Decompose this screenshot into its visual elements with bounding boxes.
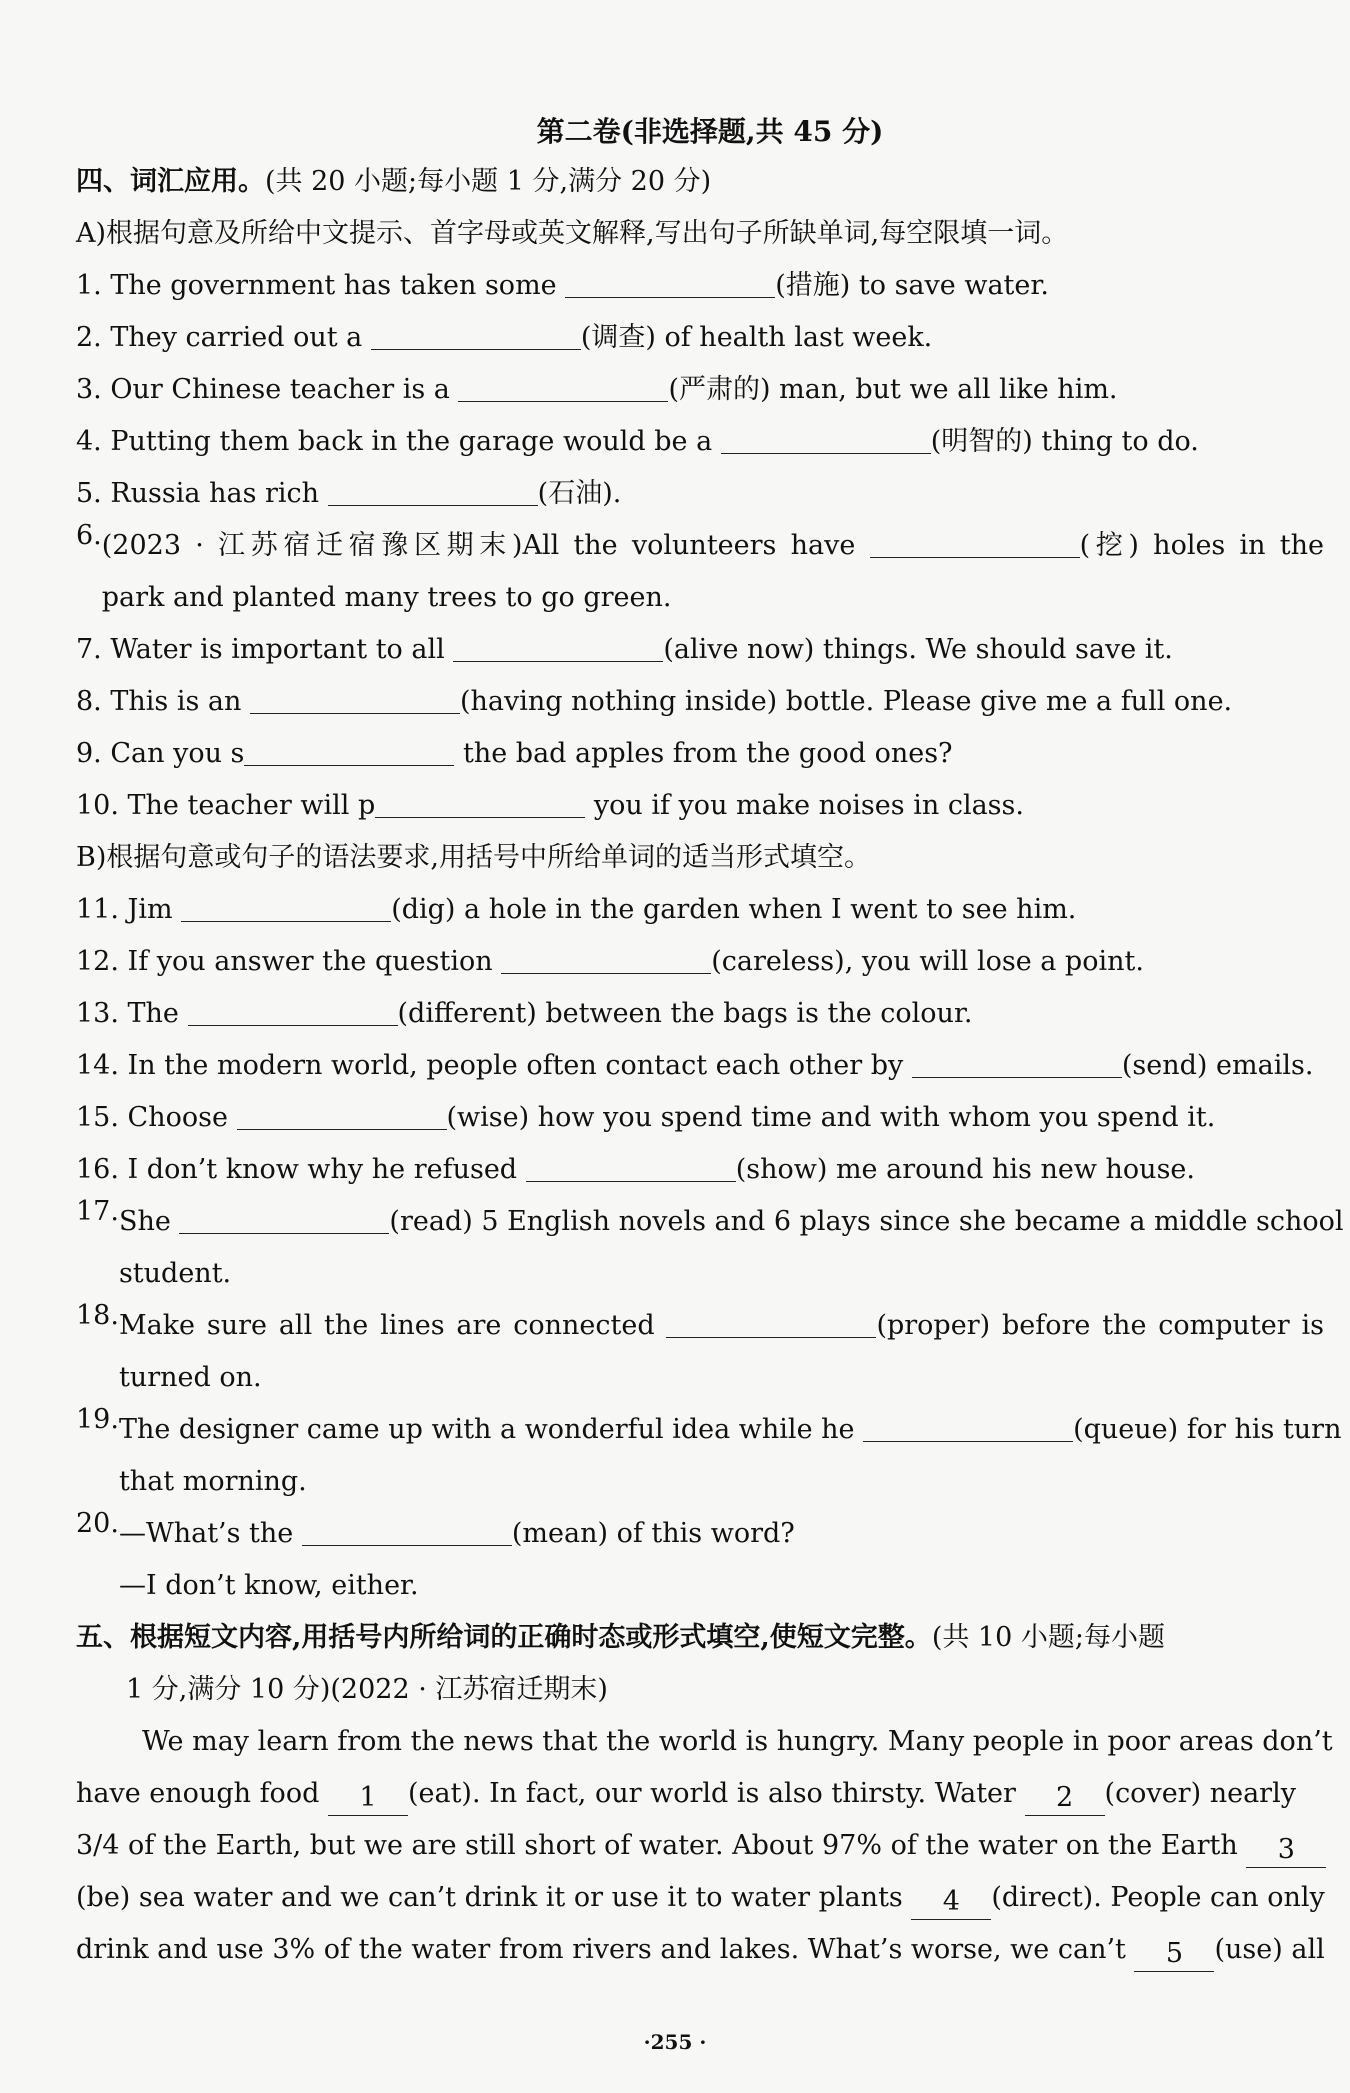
question-10: 10. The teacher will p you if you make noises in class. xyxy=(76,780,1324,832)
passage-line-2: have enough food 1 (eat). In fact, our world is also thirsty. Water 2 (cover) nearly xyxy=(76,1768,1324,1820)
answer-blank-18[interactable] xyxy=(666,1303,876,1338)
answer-blank-16[interactable] xyxy=(526,1147,736,1182)
question-12: 12. If you answer the question (careless), you will lose a point. xyxy=(76,936,1324,988)
part4-heading xyxy=(76,156,1324,208)
part4-heading-title: 四、词汇应用。 xyxy=(76,166,265,197)
answer-blank-4[interactable] xyxy=(721,419,931,454)
question-13: 13. The (different) between the bags is the colour. xyxy=(76,988,1324,1040)
answer-blank-9[interactable] xyxy=(244,731,454,766)
answer-blank-7[interactable] xyxy=(453,627,663,662)
section-b-instructions: B)根据句意或句子的语法要求,用括号中所给单词的适当形式填空。 xyxy=(76,842,871,873)
passage-blank-2[interactable]: 2 xyxy=(1025,1781,1105,1816)
answer-blank-12[interactable] xyxy=(501,939,711,974)
passage-line-5: drink and use 3% of the water from rivers and lakes. What’s worse, we can’t 5 (use) all xyxy=(76,1924,1324,1976)
answer-blank-10[interactable] xyxy=(375,783,585,818)
question-16: 16. I don’t know why he refused (show) me around his new house. xyxy=(76,1144,1324,1196)
question-1: 1. The government has taken some (措施) to save water. xyxy=(76,260,1324,312)
question-20: 20. —What’s the (mean) of this word? —I don’t know, either. xyxy=(76,1508,795,1601)
passage-blank-3[interactable]: 3 xyxy=(1246,1833,1326,1868)
question-15: 15. Choose (wise) how you spend time and with whom you spend it. xyxy=(76,1092,1324,1144)
answer-blank-5[interactable] xyxy=(328,471,538,506)
part5-heading xyxy=(76,1612,1324,1664)
answer-blank-8[interactable] xyxy=(250,679,460,714)
answer-blank-20[interactable] xyxy=(302,1511,512,1546)
question-4: 4. Putting them back in the garage would be a (明智的) thing to do. xyxy=(76,416,1324,468)
question-3: 3. Our Chinese teacher is a (严肃的) man, but we all like him. xyxy=(76,364,1324,416)
page-number: ·255 · xyxy=(643,2030,707,2054)
answer-blank-13[interactable] xyxy=(188,991,398,1026)
part5-heading-note: (共 10 小题;每小题 xyxy=(931,1622,1165,1653)
part5-heading-cont: 1 分,满分 10 分)(2022 · 江苏宿迁期末) xyxy=(126,1674,608,1705)
part5-heading-title: 五、根据短文内容,用括号内所给词的正确时态或形式填空,使短文完整。 xyxy=(76,1622,932,1653)
answer-blank-2[interactable] xyxy=(371,315,581,350)
question-9: 9. Can you s the bad apples from the good ones? xyxy=(76,728,1324,780)
answer-blank-11[interactable] xyxy=(181,887,391,922)
answer-blank-1[interactable] xyxy=(565,263,775,298)
answer-blank-3[interactable] xyxy=(458,367,668,402)
question-8: 8. This is an (having nothing inside) bottle. Please give me a full one. xyxy=(76,676,1324,728)
part4-heading-note: (共 20 小题;每小题 1 分,满分 20 分) xyxy=(265,166,712,197)
paper-title: 第二卷(非选择题,共 45 分) xyxy=(536,115,884,148)
question-7: 7. Water is important to all (alive now) things. We should save it. xyxy=(76,624,1324,676)
passage-blank-5[interactable]: 5 xyxy=(1134,1937,1214,1972)
question-17: 17. She (read) 5 English novels and 6 plays since she became a middle school student. xyxy=(76,1196,1344,1289)
question-18: 18. Make sure all the lines are connected (proper) before the computer is turned on. xyxy=(76,1300,1324,1393)
passage-blank-1[interactable]: 1 xyxy=(328,1781,408,1816)
answer-blank-15[interactable] xyxy=(237,1095,447,1130)
answer-blank-19[interactable] xyxy=(863,1407,1073,1442)
passage-blank-4[interactable]: 4 xyxy=(911,1885,991,1920)
passage-line-1: We may learn from the news that the world is hungry. Many people in poor areas don’t xyxy=(142,1726,1333,1757)
question-11: 11. Jim (dig) a hole in the garden when I went to see him. xyxy=(76,884,1324,936)
question-5: 5. Russia has rich (石油). xyxy=(76,468,1324,520)
answer-blank-17[interactable] xyxy=(179,1199,389,1234)
answer-blank-14[interactable] xyxy=(912,1043,1122,1078)
question-2: 2. They carried out a (调查) of health last week. xyxy=(76,312,1324,364)
question-19: 19. The designer came up with a wonderful idea while he (queue) for his turn that morning. xyxy=(76,1404,1342,1497)
passage-line-3: 3/4 of the Earth, but we are still short of water. About 97% of the water on the Earth 3 xyxy=(76,1820,1324,1872)
section-a-instructions: A)根据句意及所给中文提示、首字母或英文解释,写出句子所缺单词,每空限填一词。 xyxy=(76,218,1069,249)
question-6: 6. (2023 · 江苏宿迁宿豫区期末)All the volunteers have (挖) holes in the park and planted many trees to go green. xyxy=(76,520,1324,613)
passage-line-4: (be) sea water and we can’t drink it or use it to water plants 4 (direct). People can only xyxy=(76,1872,1324,1924)
answer-blank-6[interactable] xyxy=(870,523,1080,558)
question-14: 14. In the modern world, people often contact each other by (send) emails. xyxy=(76,1040,1324,1092)
